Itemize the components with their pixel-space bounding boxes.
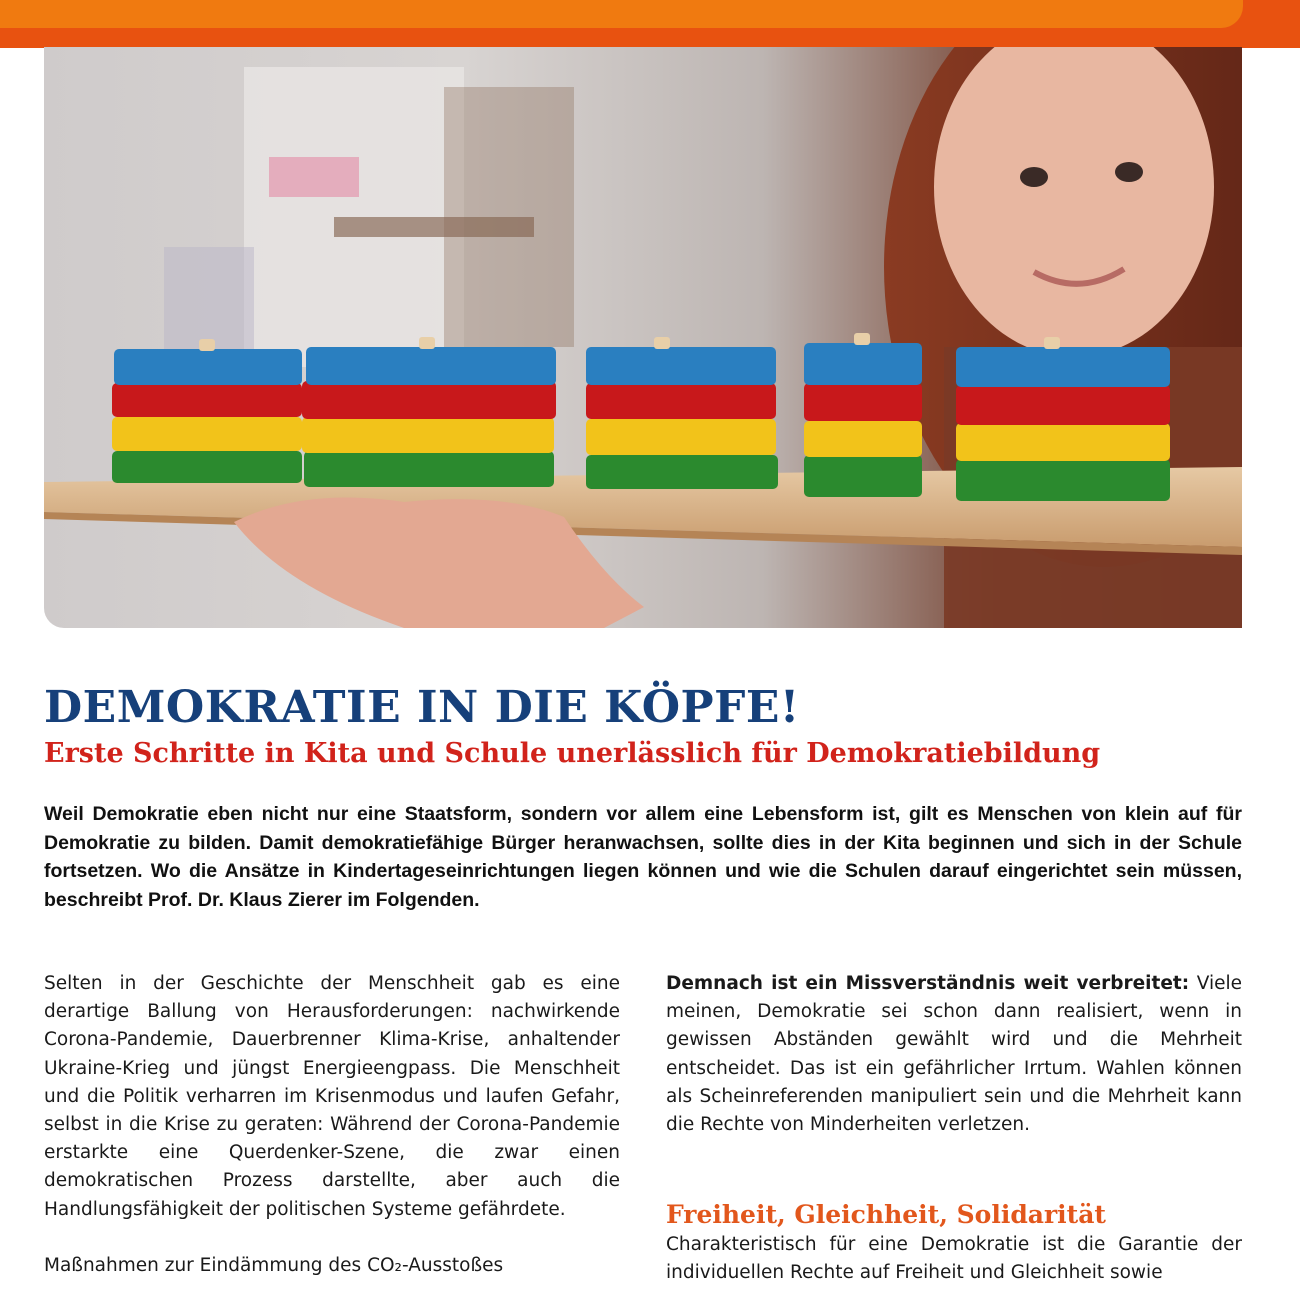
right-paragraph-1-text: Viele meinen, Demokratie sei schon dann realisiert, wenn in gewissen Abständen gewählt wird und die Mehrheit entscheidet. Das ist ein gefährlicher Irrtum. Wahlen können als Scheinreferenden manipuliert sein und die Mehrheit kann die Rechte von Minderheiten verletzen. bbox=[666, 973, 1242, 1136]
article-headline: DEMOKRATIE IN DIE KÖPFE! bbox=[44, 682, 800, 733]
left-paragraph-2: Maßnahmen zur Eindämmung des CO₂-Ausstoßes bbox=[44, 1254, 504, 1276]
article-title-block bbox=[44, 680, 1244, 772]
hero-photo-illustration bbox=[44, 47, 1242, 628]
top-accent-bar bbox=[0, 0, 1300, 48]
right-paragraph-1 bbox=[666, 970, 1242, 1139]
section-heading: Freiheit, Gleichheit, Solidarität bbox=[666, 1200, 1106, 1230]
right-paragraph-1-bold: Demnach ist ein Missverständnis weit verbreitet: bbox=[666, 973, 1190, 994]
article-lead: Weil Demokratie eben nicht nur eine Staatsform, sondern vor allem eine Lebensform ist, gilt es Menschen von klein auf für Demokratie zu bilden. Damit demokratiefähige Bürger heranwachsen, sollte dies in der Kita beginnen und sich in der Schule fortsetzen. Wo die Ansätze in Kindertageseinrichtungen liegen können und wie die Schulen darauf eingerichtet sein müssen, beschreibt Prof. Dr. Klaus Zierer im Folgenden. bbox=[44, 803, 1242, 911]
right-paragraph-2: Charakteristisch für eine Demokratie ist die Garantie der individuellen Rechte auf Freiheit und Gleichheit sowie bbox=[666, 1234, 1242, 1284]
article-column-left bbox=[44, 970, 620, 1280]
article-subheadline: Erste Schritte in Kita und Schule unerlässlich für Demokratiebildung bbox=[44, 738, 1101, 769]
left-paragraph-1: Selten in der Geschichte der Menschheit gab es eine derartige Ballung von Herausforderungen: nachwirkende Corona-Pandemie, Dauerbrenner Klima-Krise, anhaltender Ukraine-Krieg und jüngst Energieengpass. Die Menschheit und die Politik verharren im Krisenmodus und laufen Gefahr, selbst in die Krise zu geraten: Während der Corona-Pandemie erstarkte eine Querdenker-Szene, die zwar einen demokratischen Prozess darstellte, aber auch die Handlungsfähigkeit der politischen Systeme gefährdete. bbox=[44, 973, 620, 1220]
hero-image bbox=[44, 47, 1242, 628]
top-accent-bar-inner bbox=[0, 0, 1243, 28]
article-column-right bbox=[666, 970, 1242, 1288]
stacks bbox=[112, 333, 1170, 501]
